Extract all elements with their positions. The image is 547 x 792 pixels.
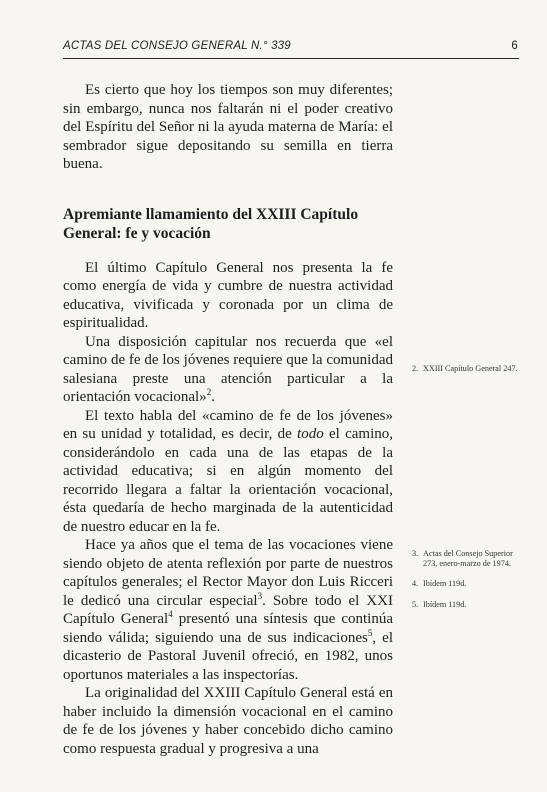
paragraph-4 [63, 536, 393, 684]
main-text [63, 81, 393, 758]
footnote-text: XXIII Capítulo General 247. [423, 364, 518, 373]
footnote-text: Ibídem 119d. [423, 579, 467, 588]
footnote-2 [412, 364, 524, 374]
footnote-ref-5: 5 [367, 627, 373, 638]
running-title: ACTAS DEL CONSEJO GENERAL N.° 339 [63, 40, 291, 52]
paragraph-2-end: . [211, 389, 215, 405]
paragraph-4-c: presentó una síntesis que continúa siendo válida; siguiendo una de sus indicaciones [63, 611, 393, 646]
footnote-text: Ibídem 119d. [423, 600, 467, 609]
paragraph-5: La originalidad del XXIII Capítulo General está en haber incluido la dimensión vocacional en el camino de fe de los jóvenes y haber concebido dicho camino como respuesta gradual y progresiva a una [63, 685, 393, 757]
paragraph-3-a: El texto habla del «camino de fe de los jóvenes» en su unidad y totalidad, es decir, de [63, 407, 393, 442]
running-header [63, 40, 518, 58]
header-rule [63, 58, 519, 59]
footnote-number: 3. [412, 549, 419, 558]
paragraph-3-b: el camino, considerándolo en cada una de las etapas de la actividad educativa; si en algún momento del recorrido llegara a faltar la orientación vocacional, ésta quedaría de hecho marginada de la autenticidad de nuestro educar en la fe. [63, 426, 393, 535]
page-number: 6 [511, 40, 518, 52]
footnote-number: 4. [412, 579, 419, 588]
footnote-ref-3: 3 [257, 590, 263, 601]
section-heading: Apremiante llamamiento del XXIII Capítulo General: fe y vocación [63, 205, 359, 242]
paragraph-2-text: Una disposición capitular nos recuerda que «el camino de fe de los jóvenes requiere que la comunidad salesiana preste una atención particular a la orientación vocacional» [63, 333, 393, 405]
footnote-text: Actas del Consejo Superior 273, enero-marzo de 1974. [423, 549, 513, 568]
footnote-3 [412, 549, 524, 568]
paragraph-1: El último Capítulo General nos presenta la fe como energía de vida y cumbre de nuestra actividad educativa, vivificada y coronada por un clima de espiritualidad. [63, 259, 393, 331]
paragraph-3-emphasis: todo [297, 426, 324, 442]
paragraph-4-a: Hace ya años que el tema de las vocaciones viene siendo objeto de atenta reflexión por parte de nuestros capítulos generales; el Rector Mayor don Luis Ricceri le dedicó una circular especial [63, 537, 393, 609]
intro-paragraph: Es cierto que hoy los tiempos son muy diferentes; sin embargo, nunca nos faltarán ni el poder creativo del Espíritu del Señor ni la ayuda materna de María: el sembrador sigue depositando su semilla en tierra buena. [63, 82, 393, 172]
paragraph-4-d: , el dicasterio de Pastoral Juvenil ofreció, en 1982, unos oportunos materiales a las inspectorías. [63, 629, 393, 683]
footnote-ref-4: 4 [168, 609, 173, 619]
footnote-ref-2: 2 [206, 387, 212, 397]
paragraph-3 [63, 407, 393, 537]
paragraph-2 [63, 333, 393, 407]
footnote-number: 2. [412, 364, 419, 373]
footnote-4 [412, 579, 524, 589]
footnote-number: 5. [412, 600, 419, 609]
footnote-5 [412, 600, 524, 610]
paragraph-4-b: . Sobre todo el XXI Capítulo General [63, 592, 393, 627]
